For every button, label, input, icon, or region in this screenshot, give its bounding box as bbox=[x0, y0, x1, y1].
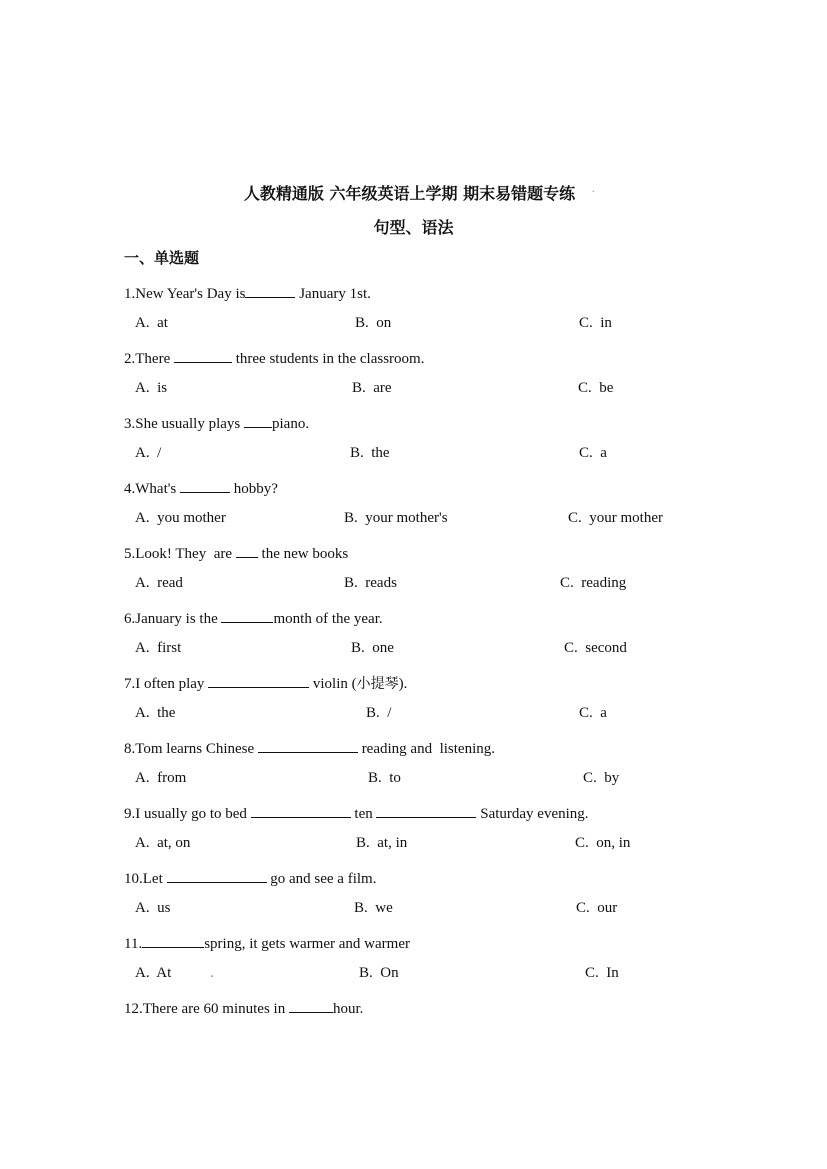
answer-blank bbox=[180, 478, 230, 493]
answer-blank bbox=[142, 933, 204, 948]
question-8-stem: 8.Tom learns Chinese bbox=[124, 741, 255, 757]
question-8-tail: reading and listening. bbox=[361, 741, 495, 757]
question-11-stem: 11. bbox=[124, 936, 143, 952]
question-8 bbox=[124, 738, 495, 758]
q3-option-c: C. a bbox=[579, 445, 607, 461]
q11-option-a: A. At bbox=[135, 965, 172, 981]
answer-blank bbox=[376, 803, 476, 818]
q6-option-c: C. second bbox=[564, 640, 627, 656]
answer-blank bbox=[258, 738, 358, 753]
q8-option-a: A. from bbox=[135, 770, 187, 786]
question-3 bbox=[124, 413, 309, 433]
question-7-close: ). bbox=[398, 676, 408, 692]
question-7 bbox=[124, 673, 407, 693]
q4-option-a: A. you mother bbox=[135, 510, 226, 526]
question-4 bbox=[124, 478, 278, 498]
question-9-tail: Saturday evening. bbox=[480, 806, 589, 822]
answer-blank bbox=[245, 283, 295, 298]
q5-option-c: C. reading bbox=[560, 575, 627, 591]
question-1-stem: 1.New Year's Day is bbox=[124, 286, 246, 302]
answer-blank bbox=[221, 608, 273, 623]
question-6-stem: 6.January is the bbox=[124, 611, 218, 627]
question-6-tail: month of the year. bbox=[273, 611, 383, 627]
q4-option-b: B. your mother's bbox=[344, 510, 448, 526]
q10-option-b: B. we bbox=[354, 900, 393, 916]
question-7-tail: violin ( bbox=[312, 676, 357, 692]
q7-option-c: C. a bbox=[579, 705, 607, 721]
q9-option-b: B. at, in bbox=[356, 835, 408, 851]
q10-option-a: A. us bbox=[135, 900, 171, 916]
question-5-stem: 5.Look! They are bbox=[124, 546, 233, 562]
question-7-chinese-gloss: 小提琴 bbox=[356, 676, 399, 692]
q2-option-b: B. are bbox=[352, 380, 392, 396]
question-9-stem: 9.I usually go to bed bbox=[124, 806, 247, 822]
question-5 bbox=[124, 543, 348, 563]
q8-option-c: C. by bbox=[583, 770, 620, 786]
q5-option-a: A. read bbox=[135, 575, 183, 591]
answer-blank bbox=[174, 348, 232, 363]
answer-blank bbox=[167, 868, 267, 883]
answer-blank bbox=[289, 998, 333, 1013]
q7-option-a: A. the bbox=[135, 705, 176, 721]
stray-dot-mark: . bbox=[210, 965, 214, 981]
question-5-tail: the new books bbox=[261, 546, 349, 562]
question-3-stem: 3.She usually plays bbox=[124, 416, 241, 432]
q8-option-b: B. to bbox=[368, 770, 401, 786]
question-4-tail: hobby? bbox=[233, 481, 278, 497]
question-1 bbox=[124, 283, 371, 303]
q9-option-c: C. on, in bbox=[575, 835, 631, 851]
q3-option-b: B. the bbox=[350, 445, 390, 461]
answer-blank bbox=[244, 413, 272, 428]
question-3-tail: piano. bbox=[272, 416, 310, 432]
question-6 bbox=[124, 608, 383, 628]
stray-dot-mark: . bbox=[592, 184, 595, 195]
q1-option-b: B. on bbox=[355, 315, 392, 331]
question-7-stem: 7.I often play bbox=[124, 676, 205, 692]
question-4-stem: 4.What's bbox=[124, 481, 177, 497]
question-10 bbox=[124, 868, 376, 888]
section-heading: 一、单选题 bbox=[124, 249, 200, 267]
worksheet-subtitle: 句型、语法 bbox=[373, 218, 454, 237]
question-12 bbox=[124, 998, 363, 1018]
q10-option-c: C. our bbox=[576, 900, 618, 916]
q4-option-c: C. your mother bbox=[568, 510, 663, 526]
question-9-middle: ten bbox=[354, 806, 373, 822]
q3-option-a: A. / bbox=[135, 445, 162, 461]
question-2-tail: three students in the classroom. bbox=[235, 351, 425, 367]
question-10-tail: go and see a film. bbox=[270, 871, 377, 887]
q11-option-c: C. In bbox=[585, 965, 619, 981]
q1-option-c: C. in bbox=[579, 315, 612, 331]
q11-option-b: B. On bbox=[359, 965, 399, 981]
answer-blank bbox=[208, 673, 309, 688]
question-12-stem: 12.There are 60 minutes in bbox=[124, 1001, 286, 1017]
question-2 bbox=[124, 348, 424, 368]
answer-blank bbox=[236, 543, 258, 558]
answer-blank bbox=[251, 803, 351, 818]
q5-option-b: B. reads bbox=[344, 575, 397, 591]
q9-option-a: A. at, on bbox=[135, 835, 191, 851]
question-11 bbox=[124, 933, 410, 953]
q7-option-b: B. / bbox=[366, 705, 392, 721]
question-2-stem: 2.There bbox=[124, 351, 171, 367]
q2-option-a: A. is bbox=[135, 380, 168, 396]
question-1-tail: January 1st. bbox=[299, 286, 371, 302]
q6-option-a: A. first bbox=[135, 640, 182, 656]
q6-option-b: B. one bbox=[351, 640, 394, 656]
q2-option-c: C. be bbox=[578, 380, 614, 396]
q1-option-a: A. at bbox=[135, 315, 168, 331]
question-9 bbox=[124, 803, 589, 823]
question-11-tail: spring, it gets warmer and warmer bbox=[204, 936, 410, 952]
worksheet-title: 人教精通版 六年级英语上学期 期末易错题专练 bbox=[243, 184, 576, 203]
question-12-tail: hour. bbox=[332, 1001, 364, 1017]
question-10-stem: 10.Let bbox=[124, 871, 163, 887]
